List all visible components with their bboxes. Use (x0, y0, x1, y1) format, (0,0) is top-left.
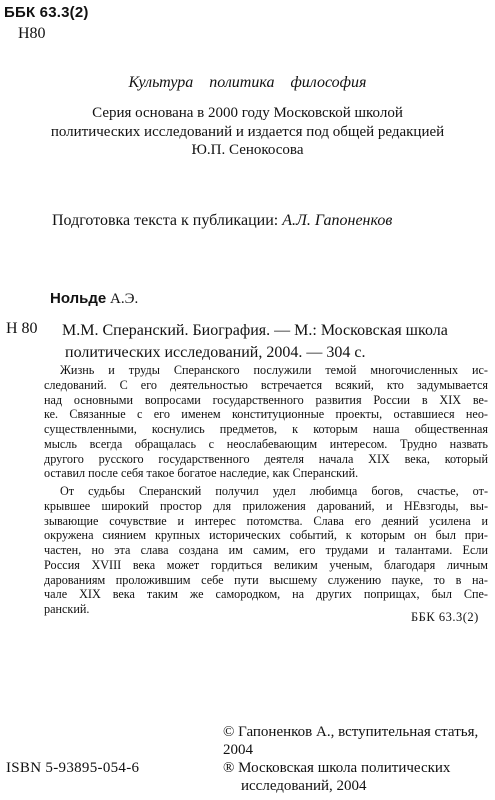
author-mark: Н80 (18, 25, 46, 42)
annotation-line: над основными вопросами государственного развития России в XIX ве- (44, 392, 488, 407)
annotation-line: чале XIX века таким же самородком, на других поприщах, был Спе- (44, 587, 488, 602)
series-description-line: политических исследований и издается под общей редакцией (50, 123, 445, 140)
series-name: Культура политика философия (128, 74, 367, 91)
catalog-mark: Н 80 (6, 320, 38, 337)
annotation-line: Россия XVIII века может гордиться великим ученым, благодаря личным (44, 557, 488, 572)
bbk-code-bottom: ББК 63.3(2) (411, 610, 479, 624)
bibliographic-line-1: М.М. Сперанский. Биография. — М.: Московская школа (62, 322, 448, 339)
bibliographic-description (62, 320, 487, 364)
bbk-code: ББК 63.3(2) (4, 4, 89, 21)
annotation-line: существленными, коснулись предметов, к которым наша общественная (44, 422, 488, 436)
annotation-line: оставил после себя такое богатое наследие, как Сперанский. (44, 466, 359, 481)
annotation-line: частен, но эта слава создана им самим, его трудами и талантами. Если (44, 543, 488, 557)
series-description-line: Серия основана в 2000 году Московской школой (92, 105, 403, 121)
author-surname: Нольде (50, 290, 107, 307)
copyright-line: исследований, 2004 (241, 778, 367, 794)
annotation-line: зывающие сочувствие и интерес потомства. Слава его деяний усилена и (44, 513, 488, 528)
series-description-line: Ю.П. Сенокосова (191, 142, 304, 159)
annotation-line: ке. Связанные с его именем конституционные проекты, оставшиеся нео- (44, 407, 488, 422)
author-initials: А.Э. (110, 291, 139, 307)
annotation-line: мысль всегда обращалась с неослабевающим интересом. Трудно назвать (44, 436, 488, 451)
author-heading (50, 290, 138, 308)
bibliographic-line-2: политических исследований, 2004. — 304 с. (65, 344, 366, 361)
annotation-line: ранский. (44, 602, 90, 616)
annotation (44, 363, 488, 617)
annotation-line: окружена сиянием крупных исторических событий, к которым он был при- (44, 528, 488, 543)
annotation-line: следований. С его деятельностью встречается всякий, кто задумывается (44, 377, 488, 392)
annotation-line: От судьбы Сперанский получил удел любимца богов, счастье, от- (60, 484, 488, 498)
isbn: ISBN 5-93895-054-6 (6, 760, 140, 776)
copyright-block (223, 723, 493, 795)
annotation-line: крывшее широкий простор для приложения дарований, и НЕвзгоды, вы- (44, 498, 488, 513)
preparation-label: Подготовка текста к публикации: (52, 212, 279, 229)
annotation-line: Жизнь и труды Сперанского послужили темой многочисленных ис- (60, 363, 488, 377)
preparation-editor: А.Л. Гапоненков (282, 212, 393, 229)
annotation-line: другого русского государственного деятеля начала XIX века, который (44, 451, 488, 466)
copyright-line: ® Московская школа политических (223, 760, 451, 776)
series-description (0, 104, 495, 160)
text-preparation-credit (52, 212, 392, 230)
annotation-line: дарованиям проложившим себе пути высшему служению пауке, то в на- (44, 572, 488, 587)
copyright-line: © Гапоненков А., вступительная статья, 2004 (223, 724, 479, 758)
